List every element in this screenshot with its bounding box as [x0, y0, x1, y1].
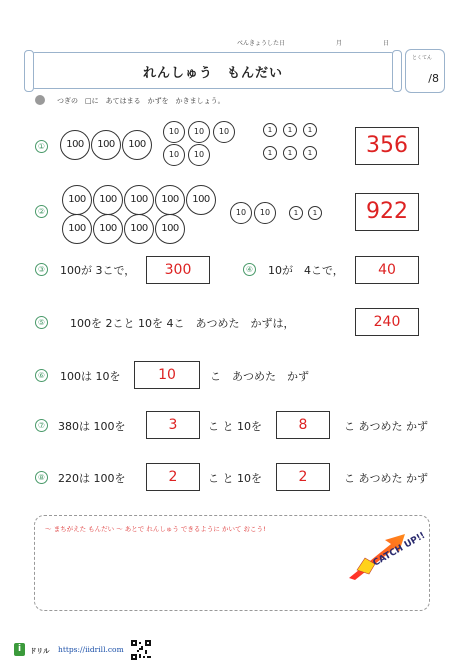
answer-box-q3[interactable]: 300 [146, 256, 210, 284]
coin-1: 1 [263, 146, 277, 160]
coin-10: 10 [163, 144, 185, 166]
coin-100: 100 [93, 214, 123, 244]
question-text: こ あつめた かず [344, 472, 428, 485]
question-number: ⑥ [35, 369, 48, 382]
score-total: /8 [428, 72, 439, 85]
question-text: こ と 10を [208, 420, 262, 433]
coin-100: 100 [91, 130, 121, 160]
answer-box-q4[interactable]: 40 [355, 256, 419, 284]
coin-100: 100 [155, 214, 185, 244]
month-label: 月 [336, 40, 343, 47]
question-number: ④ [243, 263, 256, 276]
coin-10: 10 [254, 202, 276, 224]
coin-100: 100 [155, 185, 185, 215]
coin-1: 1 [283, 123, 297, 137]
title-banner [32, 52, 394, 89]
coin-100: 100 [60, 130, 90, 160]
answer-box-q7-hundreds[interactable]: 3 [146, 411, 200, 439]
review-instruction: ～ まちがえた もんだい ～ あとで れんしゅう できるように かいて おこう! [45, 525, 266, 533]
question-number: ⑧ [35, 471, 48, 484]
question-number: ⑦ [35, 419, 48, 432]
answer-box-q1[interactable]: 356 [355, 127, 419, 165]
question-text: 100を 2こと 10を 4こ あつめた かずは， [70, 317, 295, 330]
coin-10: 10 [188, 144, 210, 166]
question-text: 100は 10を [60, 370, 121, 383]
coin-1: 1 [283, 146, 297, 160]
coin-10: 10 [188, 121, 210, 143]
coin-100: 100 [186, 185, 216, 215]
question-number: ⑤ [35, 316, 48, 329]
question-number: ① [35, 140, 48, 153]
coin-10: 10 [230, 202, 252, 224]
coin-100: 100 [124, 214, 154, 244]
coin-100: 100 [124, 185, 154, 215]
catch-up-badge [345, 530, 428, 582]
answer-box-q8-hundreds[interactable]: 2 [146, 463, 200, 491]
info-icon: i [14, 643, 25, 656]
answer-box-q2[interactable]: 922 [355, 193, 419, 231]
qr-code-icon[interactable] [131, 640, 151, 660]
question-text: 380は 100を [58, 420, 126, 433]
page-title: れんしゅう もんだい [142, 66, 283, 81]
day-label: 日 [383, 40, 390, 47]
question-text: 220は 100を [58, 472, 126, 485]
footer-url-link[interactable]: https://iidrill.com [58, 645, 124, 654]
instruction-text: つぎの □に あてはまる かずを かきましょう。 [57, 97, 225, 105]
coin-100: 100 [122, 130, 152, 160]
coin-1: 1 [303, 146, 317, 160]
score-box [405, 49, 445, 93]
coin-100: 100 [62, 214, 92, 244]
coin-1: 1 [289, 206, 303, 220]
instruction-dot-icon [35, 95, 45, 105]
footer-brand: ドリル [30, 647, 50, 655]
answer-box-q7-tens[interactable]: 8 [276, 411, 330, 439]
question-text: 100が 3こで， [60, 264, 136, 277]
coin-1: 1 [303, 123, 317, 137]
coin-100: 100 [62, 185, 92, 215]
coin-10: 10 [213, 121, 235, 143]
coin-10: 10 [163, 121, 185, 143]
answer-box-q5[interactable]: 240 [355, 308, 419, 336]
question-number: ② [35, 205, 48, 218]
coin-1: 1 [308, 206, 322, 220]
question-text: こ あつめた かず [344, 420, 428, 433]
catch-up-text: CATCH UP!! [371, 530, 428, 569]
answer-box-q8-tens[interactable]: 2 [276, 463, 330, 491]
question-number: ③ [35, 263, 48, 276]
answer-box-q6[interactable]: 10 [134, 361, 200, 389]
date-label: べんきょうした日 [237, 40, 286, 47]
score-label: とくてん [412, 55, 433, 61]
question-text: こ と 10を [208, 472, 262, 485]
coin-100: 100 [93, 185, 123, 215]
question-text: 10が 4こで， [268, 264, 344, 277]
question-text: こ あつめた かず [210, 370, 309, 383]
coin-1: 1 [263, 123, 277, 137]
